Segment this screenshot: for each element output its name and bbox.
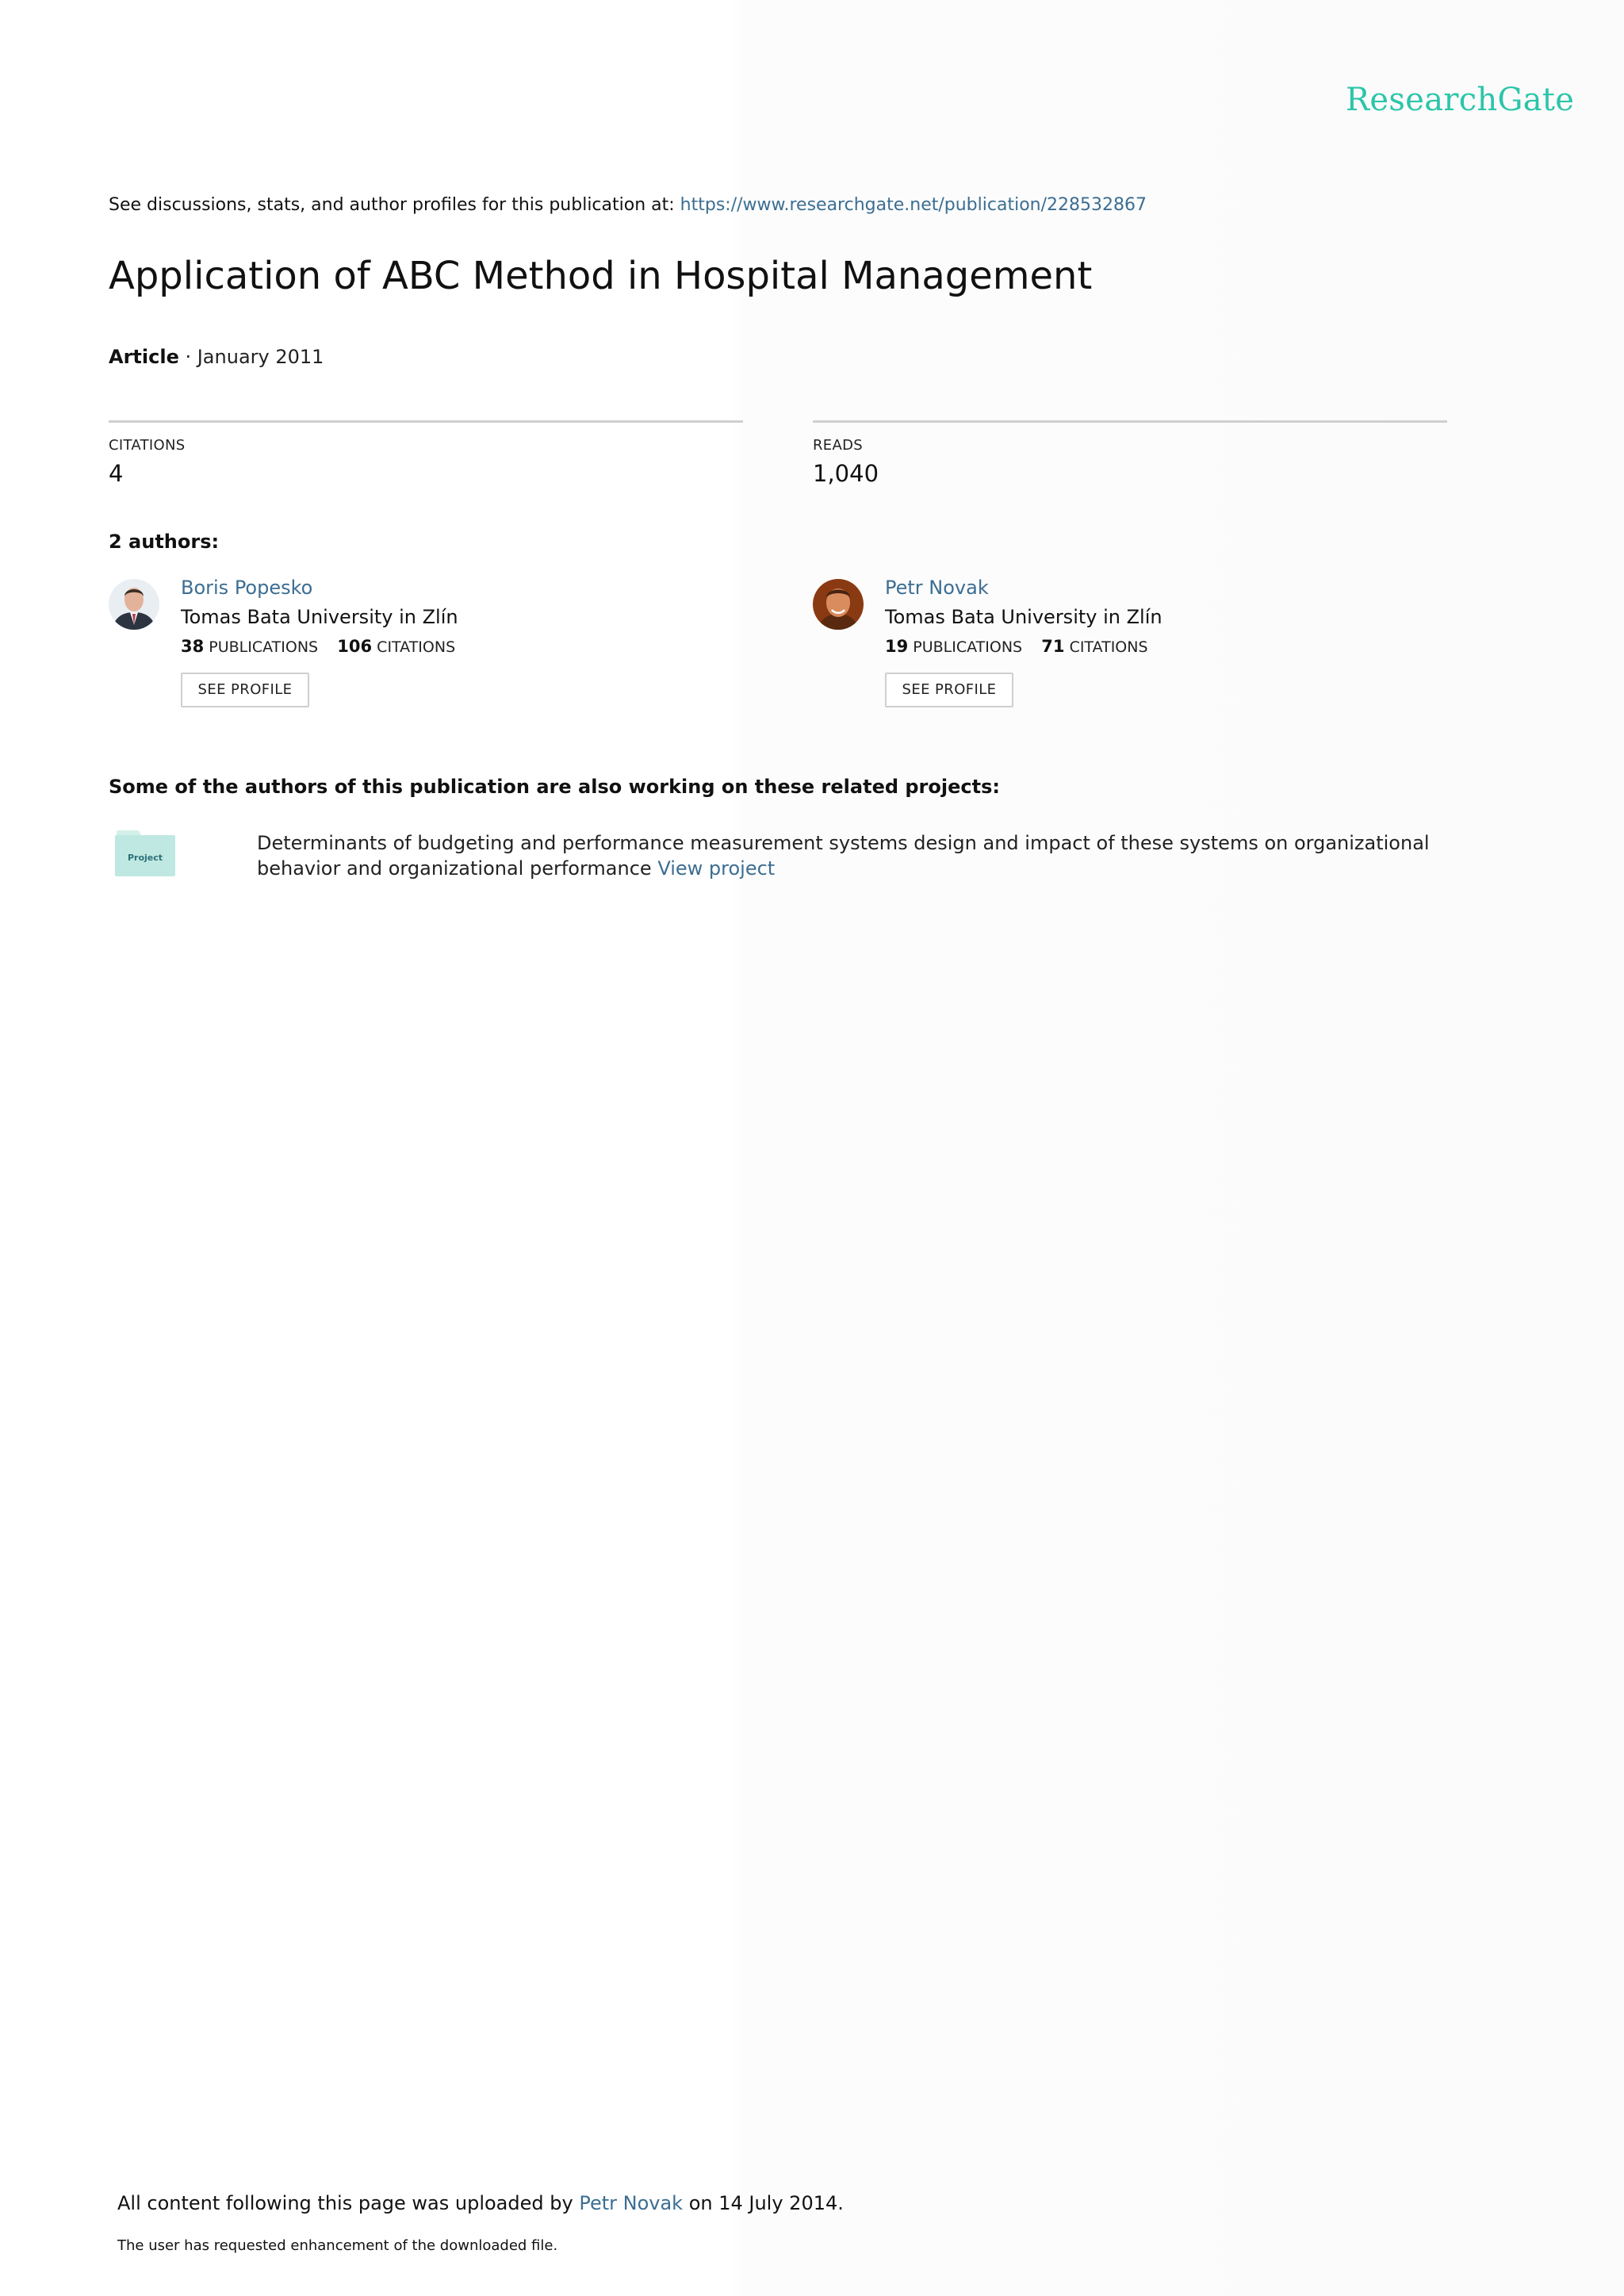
- author-institution: Tomas Bata University in Zlín: [181, 606, 458, 628]
- upload-info: [117, 2192, 844, 2214]
- author-avatar-boris-popesko[interactable]: [109, 579, 159, 630]
- researchgate-logo[interactable]: ResearchGate: [1346, 82, 1575, 118]
- author-name-link[interactable]: Boris Popesko: [181, 577, 313, 599]
- author-avatar-petr-novak[interactable]: [813, 579, 864, 630]
- author-institution: Tomas Bata University in Zlín: [885, 606, 1162, 628]
- author-stats: [181, 637, 455, 656]
- authors-heading: 2 authors:: [109, 531, 220, 553]
- intro-line: [109, 195, 1147, 215]
- publication-url-link[interactable]: https://www.researchgate.net/publication/228532867: [680, 195, 1147, 215]
- citations-value: 4: [109, 460, 124, 487]
- upload-prefix: All content following this page was uploaded by: [117, 2192, 580, 2214]
- project-folder-icon[interactable]: [115, 829, 175, 876]
- author-citations-label: CITATIONS: [377, 638, 456, 656]
- see-profile-button[interactable]: SEE PROFILE: [181, 673, 309, 707]
- publication-meta: [109, 346, 324, 368]
- author-stats: [885, 637, 1148, 656]
- view-project-link[interactable]: View project: [657, 857, 776, 880]
- author-citations-count: 106: [337, 637, 373, 656]
- author-publications-label: PUBLICATIONS: [209, 638, 319, 656]
- reads-divider: [813, 420, 1447, 423]
- citations-divider: [109, 420, 743, 423]
- reads-label: READS: [813, 437, 863, 454]
- author-publications-count: 19: [885, 637, 909, 656]
- publication-title: Application of ABC Method in Hospital Management: [109, 254, 1093, 298]
- publication-type: Article: [109, 346, 179, 368]
- project-title: Determinants of budgeting and performance measurement systems design and impact of these systems on organizational behavior and organizational performance: [257, 832, 1430, 880]
- related-projects-heading: Some of the authors of this publication are also working on these related projects:: [109, 776, 1000, 798]
- see-profile-button[interactable]: SEE PROFILE: [885, 673, 1013, 707]
- citations-label: CITATIONS: [109, 437, 186, 454]
- publication-date: · January 2011: [178, 346, 324, 368]
- reads-value: 1,040: [813, 460, 879, 487]
- enhancement-note: The user has requested enhancement of the downloaded file.: [117, 2237, 558, 2254]
- intro-text: See discussions, stats, and author profiles for this publication at:: [109, 195, 675, 215]
- author-citations-count: 71: [1041, 637, 1065, 656]
- author-citations-label: CITATIONS: [1069, 638, 1148, 656]
- author-publications-count: 38: [181, 637, 205, 656]
- project-icon-label: Project: [127, 853, 163, 863]
- author-publications-label: PUBLICATIONS: [913, 638, 1023, 656]
- author-name-link[interactable]: Petr Novak: [885, 577, 989, 599]
- project-description: [257, 830, 1494, 881]
- uploader-link[interactable]: Petr Novak: [579, 2192, 684, 2214]
- upload-suffix: on 14 July 2014.: [683, 2192, 844, 2214]
